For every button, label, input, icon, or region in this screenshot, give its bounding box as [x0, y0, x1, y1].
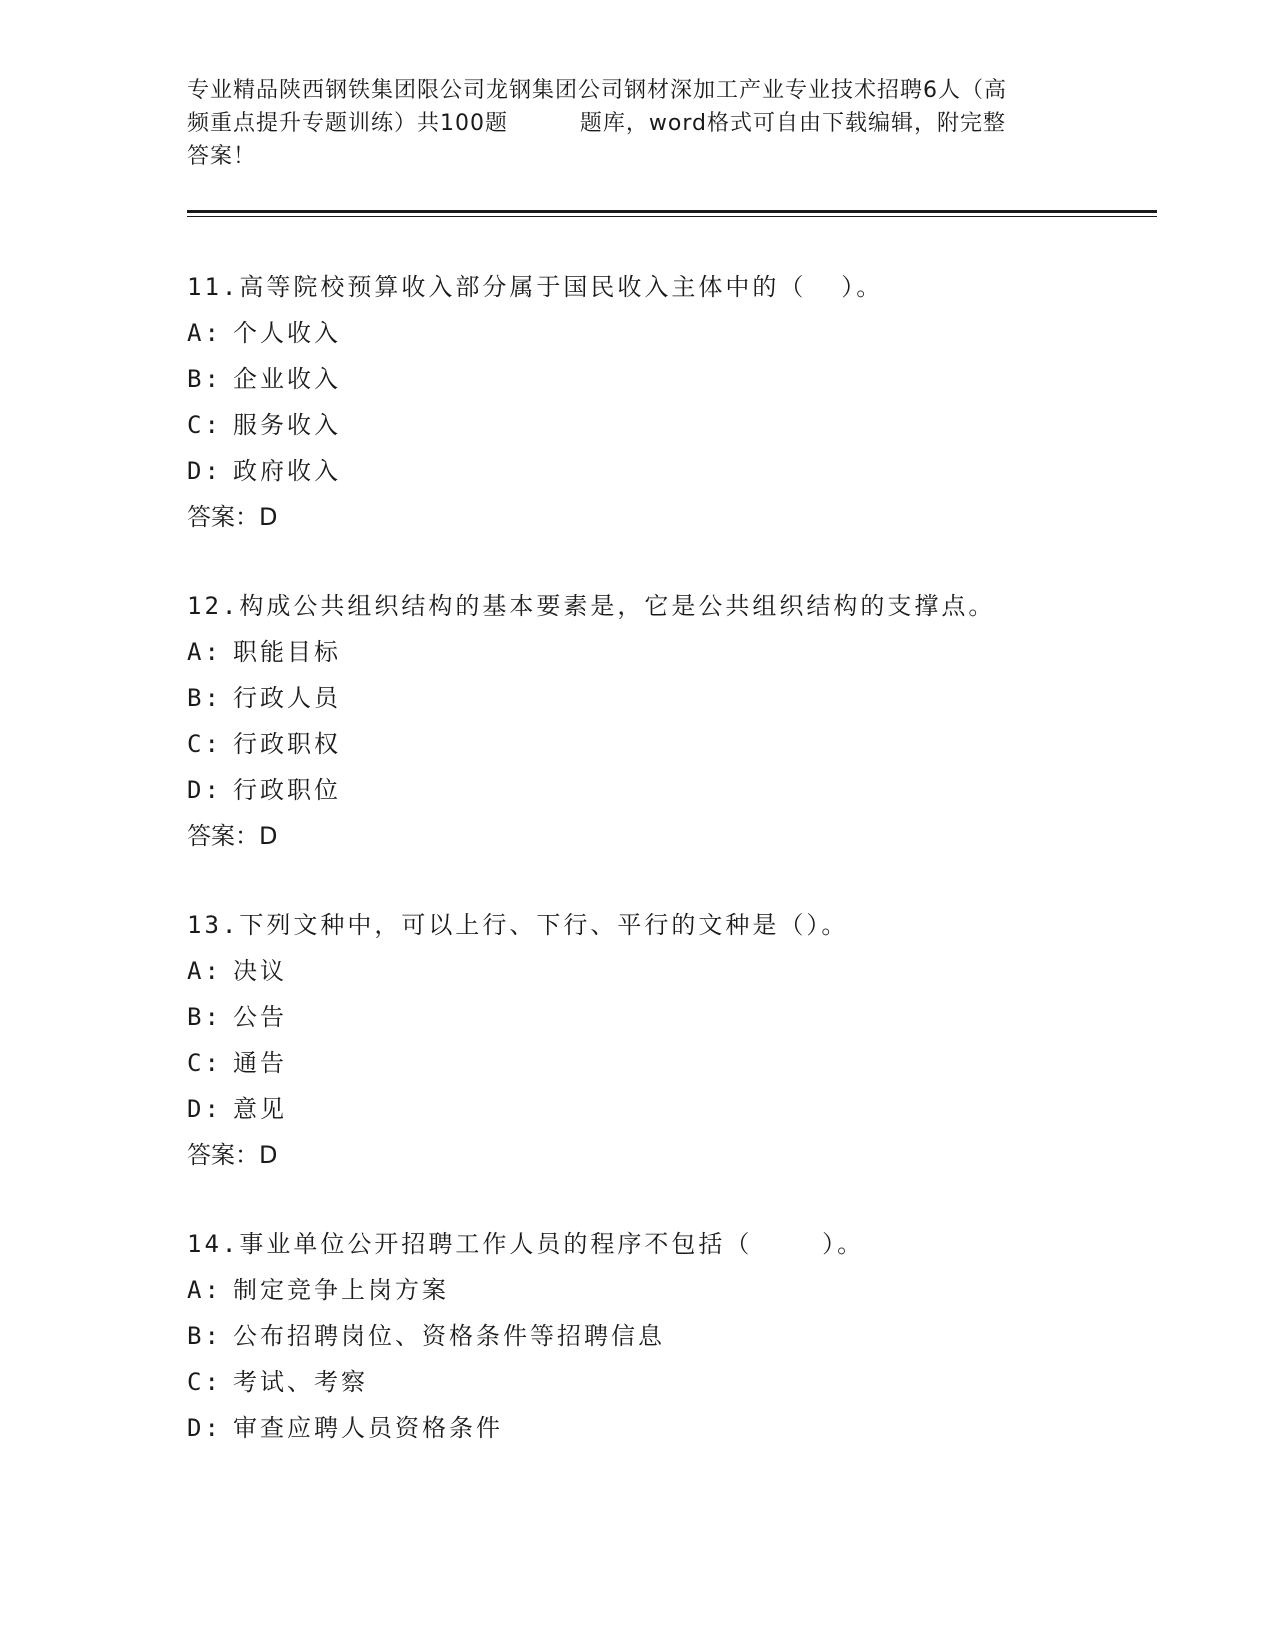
option-d: [187, 1405, 1147, 1451]
option-text: 通告: [233, 1049, 287, 1077]
option-label: A:: [187, 638, 222, 666]
answer-text: 答案：D: [187, 822, 278, 850]
answer-text: 答案：D: [187, 1141, 278, 1169]
answer-text: 答案：D: [187, 503, 278, 531]
option-text: 行政人员: [233, 684, 341, 712]
header-line-2: 频重点提升专题训练）共100题 题库，word格式可自由下载编辑，附完整: [187, 111, 1007, 136]
option-c: [187, 402, 1147, 448]
option-a: [187, 310, 1147, 356]
option-text: 企业收入: [233, 365, 341, 393]
option-text: 政府收入: [233, 457, 341, 485]
option-label: D:: [187, 1414, 222, 1442]
option-text: 行政职权: [233, 730, 341, 758]
option-text: 决议: [233, 957, 287, 985]
option-text: 制定竞争上岗方案: [233, 1276, 449, 1304]
option-text: 审查应聘人员资格条件: [233, 1414, 503, 1442]
option-b: [187, 1313, 1147, 1359]
option-c: [187, 1359, 1147, 1405]
question-11: [187, 264, 1147, 540]
option-label: A:: [187, 957, 222, 985]
question-stem: 13.下列文种中，可以上行、下行、平行的文种是（）。: [187, 911, 849, 939]
question-stem: 12.构成公共组织结构的基本要素是，它是公共组织结构的支撑点。: [187, 592, 996, 620]
option-text: 公布招聘岗位、资格条件等招聘信息: [233, 1322, 665, 1350]
option-label: C:: [187, 411, 222, 439]
option-text: 考试、考察: [233, 1368, 368, 1396]
option-label: C:: [187, 1049, 222, 1077]
option-d: [187, 767, 1147, 813]
option-label: B:: [187, 1322, 222, 1350]
question-14: [187, 1221, 1147, 1451]
option-d: [187, 1086, 1147, 1132]
question-12: [187, 583, 1147, 859]
option-b: [187, 675, 1147, 721]
document-header: [187, 74, 1087, 173]
question-stem: 11.高等院校预算收入部分属于国民收入主体中的（ ）。: [187, 273, 884, 301]
option-label: D:: [187, 1095, 222, 1123]
option-b: [187, 356, 1147, 402]
question-13: [187, 902, 1147, 1178]
question-stem: 14.事业单位公开招聘工作人员的程序不包括（ ）。: [187, 1230, 865, 1258]
option-text: 公告: [233, 1003, 287, 1031]
option-b: [187, 994, 1147, 1040]
option-text: 个人收入: [233, 319, 341, 347]
option-label: C:: [187, 730, 222, 758]
option-text: 行政职位: [233, 776, 341, 804]
option-label: A:: [187, 1276, 222, 1304]
option-a: [187, 948, 1147, 994]
option-a: [187, 629, 1147, 675]
option-label: B:: [187, 1003, 222, 1031]
option-d: [187, 448, 1147, 494]
option-label: D:: [187, 457, 222, 485]
option-label: D:: [187, 776, 222, 804]
option-text: 职能目标: [233, 638, 341, 666]
header-line-1: 专业精品陕西钢铁集团限公司龙钢集团公司钢材深加工产业专业技术招聘6人（高: [187, 78, 1007, 103]
option-c: [187, 1040, 1147, 1086]
option-label: C:: [187, 1368, 222, 1396]
option-c: [187, 721, 1147, 767]
option-a: [187, 1267, 1147, 1313]
header-line-3: 答案！: [187, 144, 257, 169]
header-divider-thick: [187, 210, 1157, 213]
option-text: 意见: [233, 1095, 287, 1123]
option-label: A:: [187, 319, 222, 347]
option-label: B:: [187, 365, 222, 393]
option-label: B:: [187, 684, 222, 712]
option-text: 服务收入: [233, 411, 341, 439]
header-divider-thin: [187, 216, 1157, 217]
